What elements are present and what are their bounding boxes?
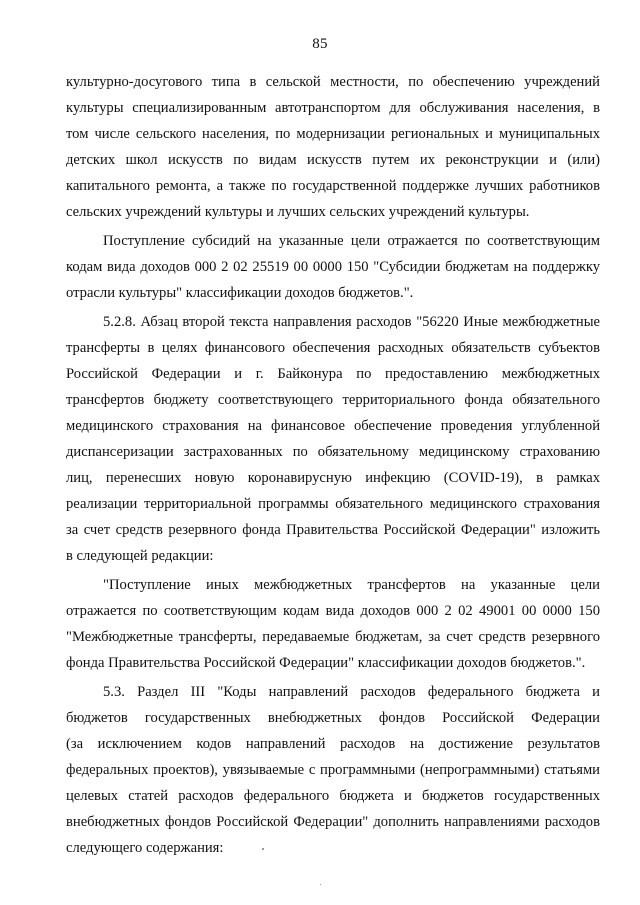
text-line: федеральных проектов), увязываемые с программными (непрограммными) статьями: [66, 762, 600, 778]
text-line: отрасли культуры" классификации доходов бюджетов.".: [66, 285, 414, 301]
paragraph-first-line: 5.2.8. Абзац второй текста направления расходов "56220 Иные межбюджетные: [103, 314, 600, 330]
text-line: в следующей редакции:: [66, 548, 214, 564]
text-line: трансферты в целях финансового обеспечения расходных обязательств субъектов: [66, 340, 600, 356]
page-number: 85: [312, 36, 328, 52]
text-line: диспансеризации застрахованных по обязательному медицинскому страхованию: [66, 444, 600, 460]
text-line: культурно-досугового типа в сельской местности, по обеспечению учреждений: [66, 74, 600, 90]
text-line: медицинского страхования на финансовое обеспечение проведения углубленной: [66, 418, 600, 434]
text-line: "Межбюджетные трансферты, передаваемые бюджетам, за счет средств резервного: [66, 629, 600, 645]
text-line: лиц, перенесших новую коронавирусную инфекцию (COVID-19), в рамках: [66, 470, 600, 486]
text-line: фонда Правительства Российской Федерации" классификации доходов бюджетов.".: [66, 655, 586, 671]
paragraph-first-line: "Поступление иных межбюджетных трансфертов на указанные цели: [103, 577, 600, 593]
text-line: (за исключением кодов направлений расходов на достижение результатов: [66, 736, 600, 752]
text-line: целевых статей расходов федерального бюджета и бюджетов государственных: [66, 788, 600, 804]
text-line: следующего содержания:: [66, 840, 224, 856]
scan-speck: [262, 848, 264, 850]
text-line: за счет средств резервного фонда Правительства Российской Федерации" изложить: [66, 522, 600, 538]
text-line: Российской Федерации и г. Байконура по предоставлению межбюджетных: [66, 366, 600, 382]
text-line: культуры специализированным автотранспортом для обслуживания населения, в: [66, 100, 600, 116]
text-line: детских школ искусств по видам искусств путем их реконструкции и (или): [66, 152, 600, 168]
text-line: внебюджетных фондов Российской Федерации" дополнить направлениями расходов: [66, 814, 600, 830]
scan-speck: [320, 884, 321, 885]
text-line: трансфертов бюджету соответствующего территориального фонда обязательного: [66, 392, 600, 408]
text-line: том числе сельского населения, по модернизации региональных и муниципальных: [66, 126, 600, 142]
text-line: отражается по соответствующим кодам вида доходов 000 2 02 49001 00 0000 150: [66, 603, 600, 619]
paragraph-first-line: Поступление субсидий на указанные цели отражается по соответствующим: [103, 233, 600, 249]
text-line: капитального ремонта, а также по государственной поддержке лучших работников: [66, 178, 600, 194]
text-line: бюджетов государственных внебюджетных фондов Российской Федерации: [66, 710, 600, 726]
text-line: сельских учреждений культуры и лучших сельских учреждений культуры.: [66, 204, 530, 220]
text-line: кодам вида доходов 000 2 02 25519 00 0000 150 "Субсидии бюджетам на поддержку: [66, 259, 600, 275]
text-line: реализации территориальной программы обязательного медицинского страхования: [66, 496, 600, 512]
paragraph-first-line: 5.3. Раздел III "Коды направлений расходов федерального бюджета и: [103, 684, 600, 700]
